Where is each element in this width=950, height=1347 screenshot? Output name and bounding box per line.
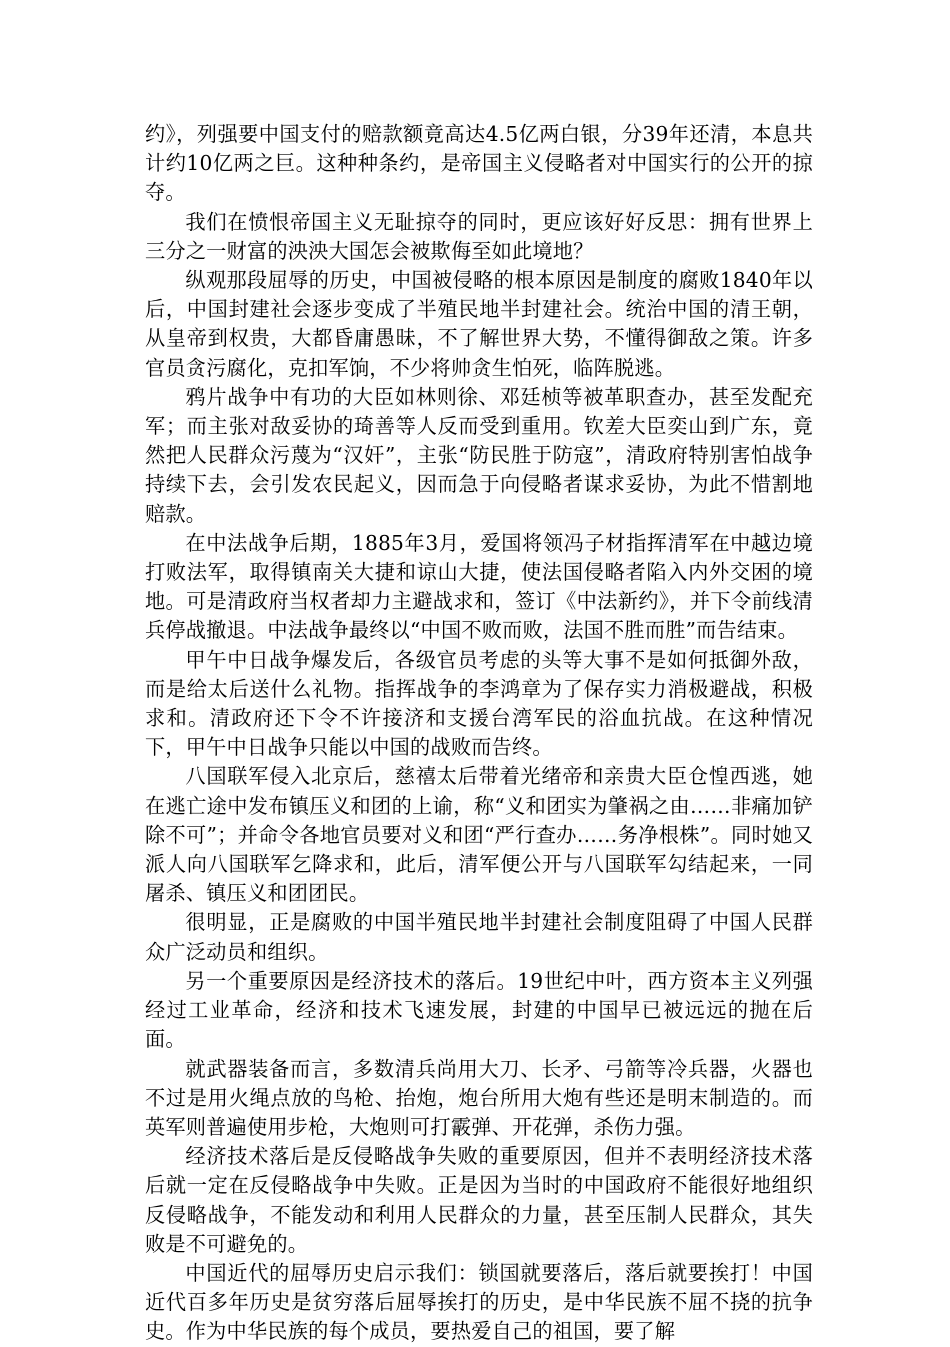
paragraph-root-cause: 纵观那段屈辱的历史，中国被侵略的根本原因是制度的腐败1840年以后，中国封建社会逐步变成了半殖民地半封建社会。统治中国的清王朝，从皇帝到权贵，大都昏庸愚昧，不了解世界大势，不懂得御敌之策。许多官员贪污腐化，克扣军饷，不少将帅贪生怕死，临阵脱逃。 bbox=[145, 268, 813, 380]
paragraph-opium-war: 鸦片战争中有功的大臣如林则徐、邓廷桢等被革职查办，甚至发配充军；而主张对敌妥协的琦善等人反而受到重用。钦差大臣奕山到广东，竟然把人民群众污蔑为“汉奸”，主张“防民胜于防寇”，清政府特别害怕战争持续下去，会引发农民起义，因而急于向侵略者谋求妥协，为此不惜割地赔款。 bbox=[145, 384, 813, 526]
paragraph-indemnity: 约》，列强要中国支付的赔款额竟高达4.5亿两白银，分39年还清，本息共计约10亿两之巨。这种种条约，是帝国主义侵略者对中国实行的公开的掠夺。 bbox=[145, 122, 813, 205]
paragraph-failure-reason: 经济技术落后是反侵略战争失败的重要原因，但并不表明经济技术落后就一定在反侵略战争中失败。正是因为当时的中国政府不能很好地组织反侵略战争，不能发动和利用人民群众的力量，甚至压制人民群众，其失败是不可避免的。 bbox=[145, 1144, 813, 1256]
paragraph-economic-backwardness: 另一个重要原因是经济技术的落后。19世纪中叶，西方资本主义列强经过工业革命，经济和技术飞速发展，封建的中国早已被远远的抛在后面。 bbox=[145, 968, 813, 1052]
paragraph-lesson: 中国近代的屈辱历史启示我们：锁国就要落后，落后就要挨打！中国近代百多年历史是贫穷落后屈辱挨打的历史，是中华民族不屈不挠的抗争史。作为中华民族的每个成员，要热爱自己的祖国，要了解 bbox=[145, 1260, 813, 1344]
paragraph-reflection: 我们在愤恨帝国主义无耻掠夺的同时，更应该好好反思：拥有世界上三分之一财富的泱泱大国怎会被欺侮至如此境地？ bbox=[145, 209, 813, 263]
document-page bbox=[145, 120, 813, 1347]
paragraph-system-obstacle: 很明显，正是腐败的中国半殖民地半封建社会制度阻碍了中国人民群众广泛动员和组织。 bbox=[145, 910, 813, 964]
paragraph-sino-japanese-war: 甲午中日战争爆发后，各级官员考虑的头等大事不是如何抵御外敌，而是给太后送什么礼物。指挥战争的李鸿章为了保存实力消极避战，积极求和。清政府还下令不许接济和支援台湾军民的浴血抗战。在这种情况下，甲午中日战争只能以中国的战败而告终。 bbox=[145, 647, 813, 760]
paragraph-weapons: 就武器装备而言，多数清兵尚用大刀、长矛、弓箭等冷兵器，火器也不过是用火绳点放的鸟枪、抬炮，炮台所用大炮有些还是明末制造的。而英军则普遍使用步枪，大炮则可打霰弹、开花弹，杀伤力强。 bbox=[145, 1056, 813, 1139]
paragraph-sino-french-war: 在中法战争后期，1885年3月，爱国将领冯子材指挥清军在中越边境打败法军，取得镇南关大捷和谅山大捷，使法国侵略者陷入内外交困的境地。可是清政府当权者却力主避战求和，签订《中法新约》，并下令前线清兵停战撤退。中法战争最终以“中国不败而败，法国不胜而胜”而告结束。 bbox=[145, 530, 813, 643]
paragraph-eight-nation-alliance: 八国联军侵入北京后，慈禧太后带着光绪帝和亲贵大臣仓惶西逃，她在逃亡途中发布镇压义和团的上谕，称“义和团实为肇祸之由……非痛加铲除不可”；并命令各地官员要对义和团“严行查办……务净根株”。同时她又派人向八国联军乞降求和，此后，清军便公开与八国联军勾结起来，一同屠杀、镇压义和团团民。 bbox=[145, 764, 813, 906]
